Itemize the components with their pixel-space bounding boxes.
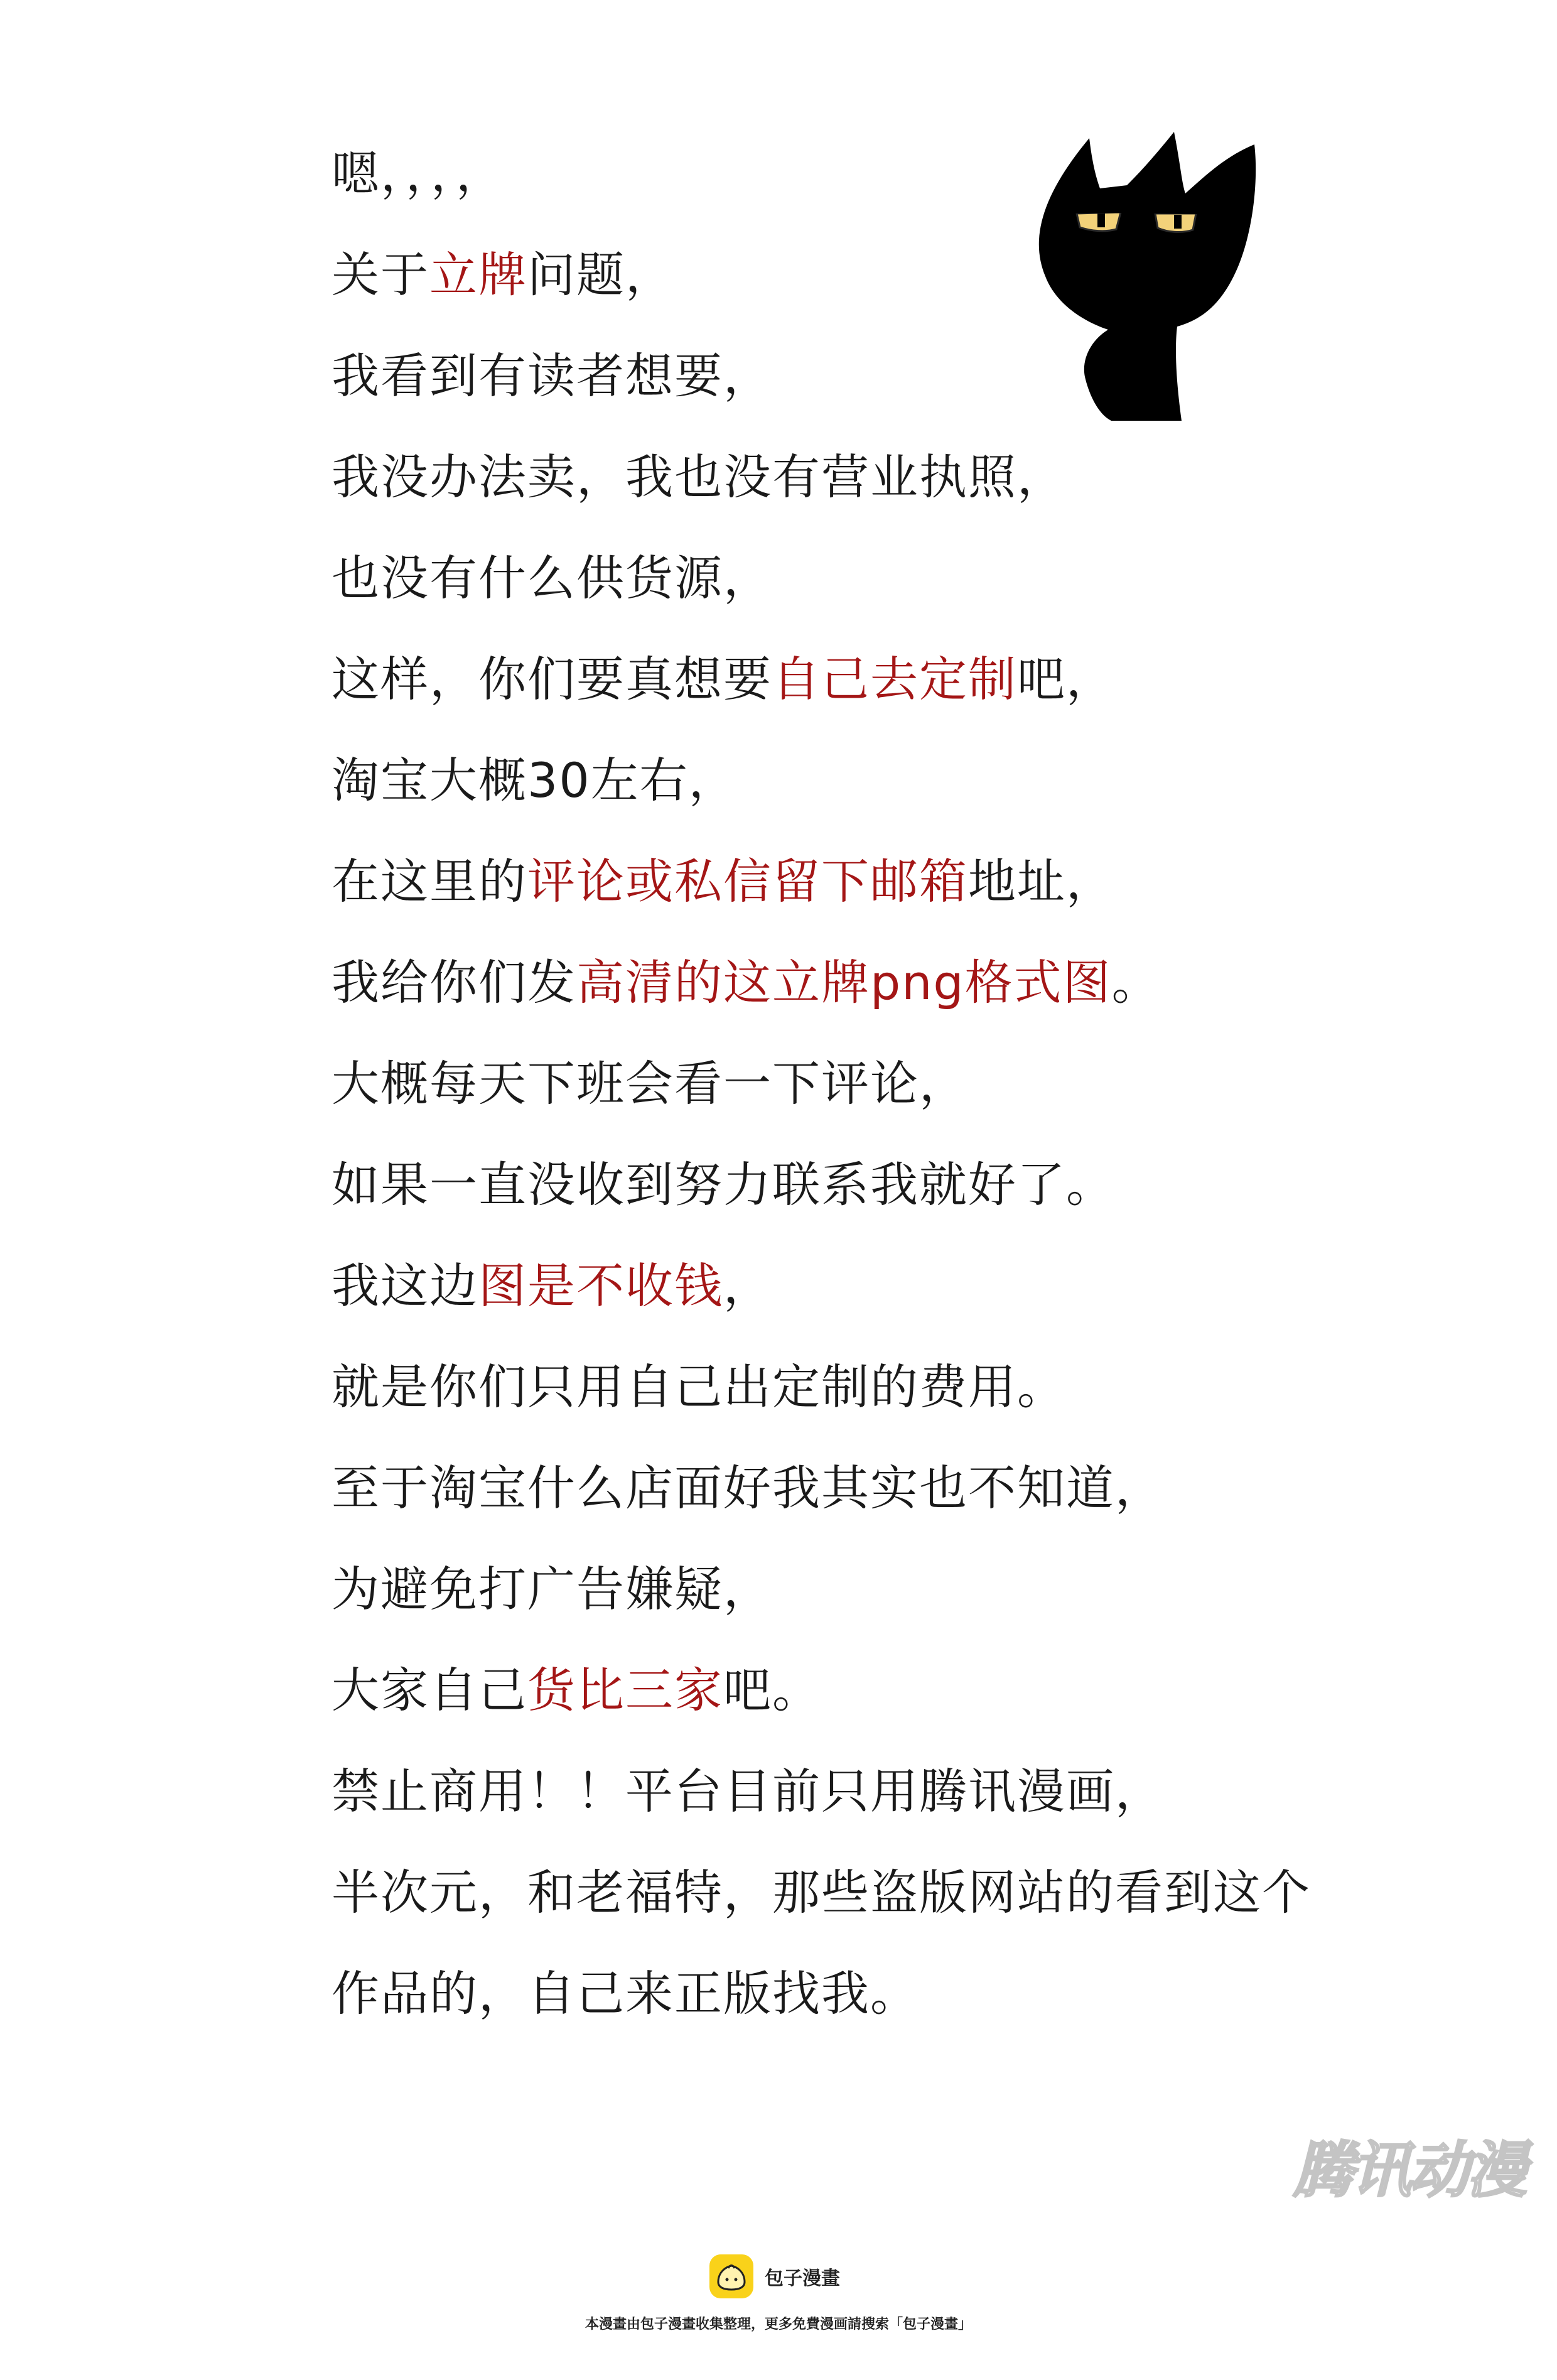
footer-logo-text: 包子漫畫: [765, 2268, 840, 2290]
highlighted-text: 货比三家: [527, 1662, 723, 1718]
text-segment: 问题，: [527, 247, 674, 303]
text-segment: 吧，: [1017, 651, 1115, 707]
text-line: [331, 932, 1411, 1033]
text-segment: 作品的，自己来正版找我。: [331, 1966, 919, 2021]
text-segment: 。: [1111, 955, 1161, 1010]
watermark: [1293, 2123, 1544, 2204]
text-segment: 如果一直没收到努力联系我就好了。: [331, 1157, 1115, 1213]
text-line: [331, 1437, 1411, 1539]
text-line: [331, 1336, 1411, 1437]
footer-note: 本漫畫由包子漫畫收集整理，更多免費漫画請搜索「包子漫畫」: [585, 2317, 972, 2332]
text-segment: 这样，你们要真想要: [331, 651, 772, 707]
baozi-logo-icon: [709, 2254, 753, 2298]
black-cat-illustration-icon: [1017, 119, 1274, 433]
text-line: [331, 1539, 1411, 1640]
text-segment: 在这里的: [331, 853, 527, 909]
watermark-text: 腾讯动漫: [1293, 2135, 1524, 2205]
highlighted-text: 图是不收钱: [478, 1258, 723, 1314]
text-segment: 我这边: [331, 1258, 478, 1314]
text-line: [331, 831, 1411, 932]
text-line: [331, 629, 1411, 730]
text-segment: 嗯，，，，: [331, 146, 505, 202]
text-line: [331, 1033, 1411, 1134]
text-segment: 我给你们发: [331, 955, 576, 1010]
text-line: [331, 527, 1411, 629]
text-line: [331, 730, 1411, 831]
text-segment: 关于: [331, 247, 429, 303]
text-segment: 至于淘宝什么店面好我其实也不知道，: [331, 1460, 1164, 1516]
highlighted-text: 立牌: [429, 247, 527, 303]
text-segment: 吧。: [723, 1662, 821, 1718]
text-segment: 就是你们只用自己出定制的费用。: [331, 1359, 1066, 1415]
text-line: [331, 1741, 1411, 1842]
footer-logo: [709, 2251, 840, 2302]
highlighted-text: 高清的这立牌png格式图: [576, 955, 1112, 1010]
text-line: [331, 1235, 1411, 1336]
text-segment: 禁止商用！！平台目前只用腾讯漫画，: [331, 1763, 1164, 1819]
text-line: [331, 426, 1411, 527]
text-segment: ，: [723, 1258, 772, 1314]
text-line: [331, 1943, 1411, 2044]
text-line: [331, 1134, 1411, 1235]
text-line: [331, 1640, 1411, 1741]
text-segment: 大概每天下班会看一下评论，: [331, 1056, 968, 1112]
text-line: [331, 1842, 1411, 1943]
text-segment: 我没办法卖，我也没有营业执照，: [331, 449, 1066, 505]
text-segment: 为避免打广告嫌疑，: [331, 1561, 772, 1617]
highlighted-text: 自己去定制: [772, 651, 1017, 707]
text-segment: 淘宝大概30左右，: [331, 752, 738, 808]
text-segment: 我看到有读者想要，: [331, 348, 772, 404]
text-segment: 也没有什么供货源，: [331, 550, 772, 606]
text-segment: 地址，: [968, 853, 1115, 909]
text-segment: 半次元，和老福特，那些盗版网站的看到这个: [331, 1864, 1311, 1920]
text-segment: 大家自己: [331, 1662, 527, 1718]
highlighted-text: 评论或私信留下邮箱: [527, 853, 968, 909]
